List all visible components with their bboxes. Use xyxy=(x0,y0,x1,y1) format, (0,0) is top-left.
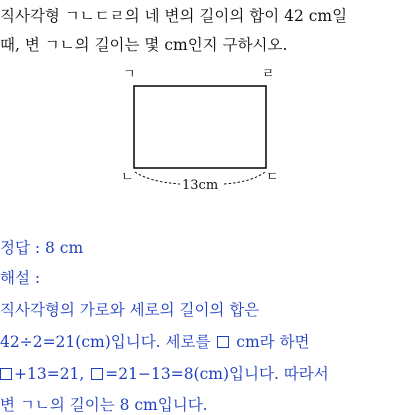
explanation-line-4: 변 ㄱㄴ의 길이는 8 cm입니다. xyxy=(0,396,208,414)
length-arc-left xyxy=(135,172,180,184)
explanation-line-2-tail: cm라 하면 xyxy=(231,333,310,351)
explanation-line-3-part-b: +13=21, xyxy=(14,365,90,383)
question-line-2: 때, 변 ㄱㄴ의 길이는 몇 cm인지 구하시오. xyxy=(0,36,288,54)
explanation-label: 해설 : xyxy=(0,269,41,287)
question-line-1: 직사각형 ㄱㄴㄷㄹ의 네 변의 길이의 합이 42 cm일 xyxy=(0,7,348,25)
rectangle-shape xyxy=(134,86,266,168)
explanation-line-3-part-c: =21−13=8(cm)입니다. 따라서 xyxy=(105,365,329,383)
unknown-box-icon xyxy=(91,368,103,380)
unknown-box-icon xyxy=(217,336,229,348)
explanation-line-2 xyxy=(0,332,310,352)
explanation-line-1: 직사각형의 가로와 세로의 길이의 합은 xyxy=(0,301,260,319)
corner-label-bottom-left: ㄴ xyxy=(121,170,134,185)
corner-label-top-right: ㄹ xyxy=(262,67,275,82)
corner-label-bottom-right: ㄷ xyxy=(266,170,279,185)
explanation-line-2-head: 42÷2=21(cm)입니다. 세로를 xyxy=(0,333,216,351)
corner-label-top-left: ㄱ xyxy=(123,67,136,82)
unknown-box-icon xyxy=(0,368,12,380)
bottom-length-label: 13cm xyxy=(182,178,219,193)
length-arc-right xyxy=(224,172,265,184)
explanation-line-3 xyxy=(0,364,329,384)
answer-label: 정답 : 8 cm xyxy=(0,239,84,257)
